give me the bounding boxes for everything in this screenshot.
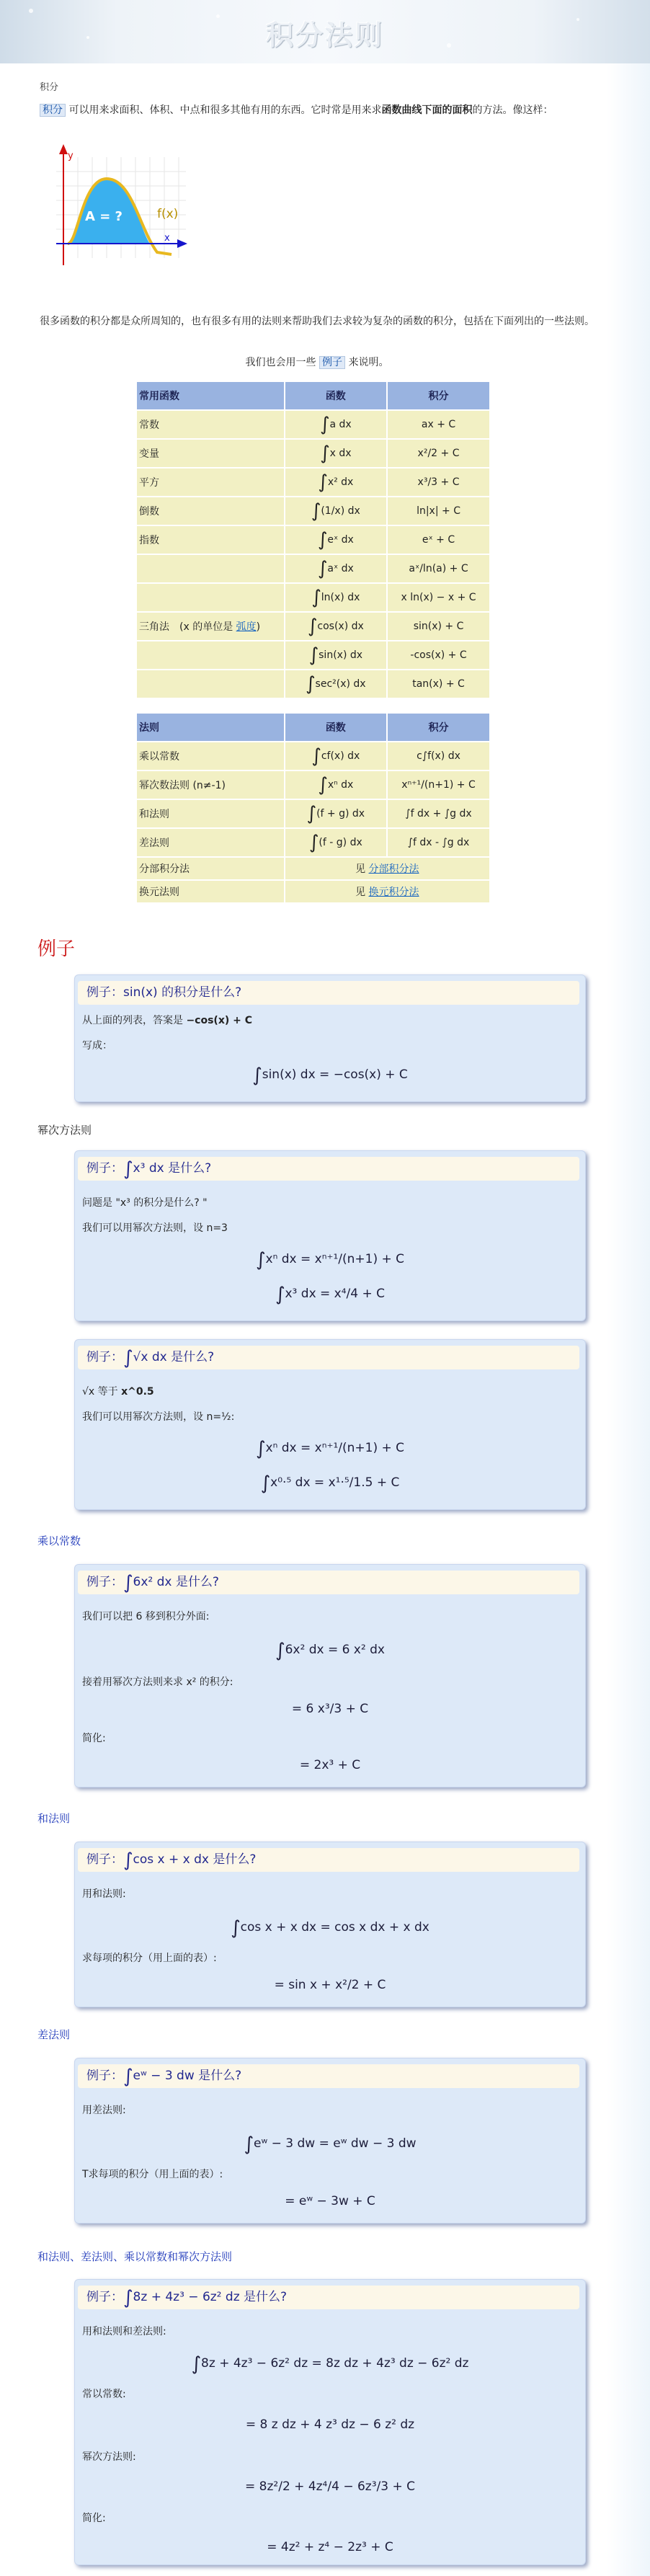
text-ex1-l1_pre: 从上面的列表，答案是 [82,1015,183,1026]
example-card: 例子：∫6x² dx 是什么? 我们可以把 6 移到积分外面: ∫6x² dx = 6 x² dx 接着用幂次方法则来求 x² 的积分: = 6 x³/3 + C 简化: = 2x³ + C [74,1564,586,1787]
text-ex1-l2: 写成： [82,1040,112,1052]
text-ex2-l2: 我们可以用幂次方法则，设 n=3 [82,1222,228,1234]
text-table2-subst-name: 换元法则 [136,880,285,903]
table-row: 差法则 ∫(f - g) dx ∫f dx - ∫g dx [136,828,490,857]
example-card: 例子：∫√x dx 是什么? √x 等于 x^0.5 我们可以用幂次方法则，设 n=½: ∫xⁿ dx = xⁿ⁺¹/(n+1) + C ∫x⁰·⁵ dx = x¹·⁵/1.5 + C [74,1339,586,1510]
text-ex4-eq1: 6x² dx = 6 x² dx [285,1643,385,1657]
text-table1-rows-2-1: x² dx [327,476,354,488]
text-table1-rows-5-2: aˣ/ln(a) + C [387,554,490,583]
text-ex4-eq3: = 2x³ + C [299,1758,361,1772]
text-ex6-title_post: eʷ − 3 dw 是什么? [133,2069,242,2083]
para-examples [40,355,595,370]
keyword-link[interactable]: 积分 [40,104,66,117]
text-table1-rows-0-2: ax + C [387,410,490,439]
text-ex7-eq2: = 8 z dz + 4 z³ dz − 6 z² dz [245,2417,415,2432]
text-ex5-eq2: = sin x + x²/2 + C [274,1978,386,1992]
text-ex5-l2: 求每项的积分（用上面的表）: [82,1953,217,1964]
section-constant: 乘以常数 [37,1535,81,1547]
text-table1-rows-4-1: eˣ dx [327,534,354,546]
area-under-curve-graph [49,143,193,276]
text-table2-rows-0-1: cf(x) dx [321,750,360,762]
text-table2-parts-name: 分部积分法 [136,857,285,880]
text-table2-rows-3-0: 差法则 [136,828,285,857]
text-ex6-eq1: eʷ − 3 dw = eʷ dw − 3 dw [254,2136,417,2151]
text-table1-rows-5-1: aˣ dx [327,563,354,574]
text-table1-rows-9-2: tan(x) + C [387,670,490,698]
text-ex6-title_pre: 例子： [86,2069,123,2083]
page-title: 积分法则 [265,19,384,51]
text-ex5-eq1: cos x + x dx = cos x dx + x dx [240,1920,429,1935]
y-label: y [68,151,74,161]
text-ex4-l2: 接着用幂次方法则来求 x² 的积分: [82,1676,233,1688]
text-table1-headers-0: 常用函数 [136,381,285,410]
text-ex7-l3: 幂次方法则: [82,2451,136,2463]
text-ex7-eq3: = 8z²/2 + 4z⁴/4 − 6z³/3 + C [245,2479,415,2494]
text-table1-headers-1: 函数 [285,381,387,410]
text-ex6-eq2: = eʷ − 3w + C [285,2194,375,2208]
text-table1-rows-2-2: x³/3 + C [387,468,490,497]
text-ex3-l1_bold: x^0.5 [121,1386,154,1398]
text-para3-post: 来说明。 [348,357,389,368]
text-table1-rows-3-2: ln|x| + C [387,497,490,525]
text-ex2-l1: 问题是 "x³ 的积分是什么? " [82,1197,208,1209]
text-ex5-title_post: cos x + x dx 是什么? [133,1852,257,1867]
example-card: 例子：sin(x) 的积分是什么? 从上面的列表，答案是 −cos(x) + C 写成： ∫sin(x) dx = −cos(x) + C [74,974,586,1102]
example-title: 例子：sin(x) 的积分是什么? [78,981,579,1005]
table-row: 变量 ∫x dx x²/2 + C [136,439,490,468]
text-table1-rows-7-1: cos(x) dx [317,621,364,632]
text-table2-rows-3-2: ∫f dx - ∫g dx [387,828,490,857]
text-intro-bold: 函数曲线下面的面积 [381,105,473,116]
right-decoration [607,63,650,2576]
text-ex5-title_pre: 例子： [86,1852,123,1867]
text-para3-pre: 我们也会用一些 [245,357,316,368]
text-ex4-l3: 简化: [82,1733,106,1744]
table-row: 指数 ∫eˣ dx eˣ + C [136,525,490,554]
text-intro-text1: 可以用来求面积、体积、中点和很多其他有用的东西。它时常是用来求 [68,105,382,116]
text-ex4-eq2: = 6 x³/3 + C [291,1702,369,1716]
text-ex7-eq1: 8z + 4z³ − 6z² dz = 8z dz + 4z³ dz − 6z² dz [201,2356,469,2371]
example-card: 例子：∫8z + 4z³ − 6z² dz 是什么? 用和法则和差法则: ∫8z + 4z³ − 6z² dz = 8z dz + 4z³ dz − 6z² dz 常以常数: = 8 z dz + 4 z³ dz − 6 z² dz 幂次方法则: = 8z²/2 + 4z⁴/4 − 6z³/3 + C 简化: = 4z² + z⁴ − 2z³ + C [74,2279,586,2565]
text-table1-rows-4-2: eˣ + C [387,525,490,554]
radian-link[interactable]: 弧度 [236,621,257,633]
intro-paragraph [40,103,595,118]
example-card: 例子：∫eʷ − 3 dw 是什么? 用差法则: ∫eʷ − 3 dw = eʷ dw − 3 dw T求每项的积分（用上面的表）: = eʷ − 3w + C [74,2058,586,2224]
text-table1-rows-1-0: 变量 [136,439,285,468]
text-table1-rows-4-0: 指数 [136,525,285,554]
text-ex3-l2: 我们可以用幂次方法则，设 n=½: [82,1411,235,1423]
page-header [0,0,650,63]
text-table2-rows-2-2: ∫f dx + ∫g dx [387,799,490,828]
text-table2-subst-pre: 见 [355,887,366,898]
example-card: 例子：∫x³ dx 是什么? 问题是 "x³ 的积分是什么? " 我们可以用幂次方法则，设 n=3 ∫xⁿ dx = xⁿ⁺¹/(n+1) + C ∫x³ dx = x⁴/4 + C [74,1150,586,1321]
para-rules: 很多函数的积分都是众所周知的，也有很多有用的法则来帮助我们去求较为复杂的函数的积分，包括在下面列出的一些法则。 [40,316,595,327]
text-ex1-eq: sin(x) dx = −cos(x) + C [262,1067,408,1082]
x-label: x [164,233,170,244]
text-table1-rows-0-1: a dx [329,419,352,430]
text-ex7-eq4: = 4z² + z⁴ − 2z³ + C [267,2540,393,2554]
text-ex6-l1: 用差法则: [82,2105,126,2116]
text-table2-headers-1: 函数 [285,713,387,742]
text-table1-rows-6-2: x ln(x) − x + C [387,583,490,612]
table-row: 常数 ∫a dx ax + C [136,410,490,439]
text-table1-rows-3-1: (1/x) dx [321,505,360,517]
text-ex5-l1: 用和法则: [82,1888,126,1900]
text-ex7-l2: 常以常数: [82,2389,126,2400]
table-row: 三角法 (x 的单位是 弧度) ∫cos(x) dx sin(x) + C [136,612,490,641]
integrals-table [135,381,491,904]
text-table2-parts-pre: 见 [355,863,366,875]
subst-link[interactable]: 换元积分法 [368,887,419,898]
text-table1-rows-1-1: x dx [329,448,352,459]
table-row [136,857,490,880]
text-ex2-eq2: x³ dx = x⁴/4 + C [285,1287,386,1301]
text-table2-rows-2-0: 和法则 [136,799,285,828]
f-label: f(x) [157,207,179,221]
text-ex7-title_post: 8z + 4z³ − 6z² dz 是什么? [133,2290,288,2304]
text-table1-rows-0-0: 常数 [136,410,285,439]
text-table2-rows-1-2: xⁿ⁺¹/(n+1) + C [387,770,490,799]
text-table2-rows-0-0: 乘以常数 [136,742,285,770]
text-table2-headers-2: 积分 [387,713,490,742]
text-ex2-title_pre: 例子： [86,1161,123,1176]
section-diff: 差法则 [37,2028,71,2041]
table-row: 和法则 ∫(f + g) dx ∫f dx + ∫g dx [136,799,490,828]
text-ex3-title_post: √x dx 是什么? [133,1350,215,1364]
text-ex7-title_pre: 例子： [86,2290,123,2304]
text-ex7-l1: 用和法则和差法则: [82,2326,166,2337]
table-row: ∫aˣ dx aˣ/ln(a) + C [136,554,490,583]
table-row: 倒数 ∫(1/x) dx ln|x| + C [136,497,490,525]
text-table1-rows-8-2: -cos(x) + C [387,641,490,670]
text-table2-headers-0: 法则 [136,713,285,742]
text-ex6-l2: T求每项的积分（用上面的表）: [82,2169,223,2180]
section-sum: 和法则 [37,1812,71,1825]
text-ex2-title_post: x³ dx 是什么? [133,1161,212,1176]
table-row: 乘以常数 ∫cf(x) dx c∫f(x) dx [136,742,490,770]
parts-link[interactable]: 分部积分法 [368,863,419,875]
table-row: 幂次数法则 (n≠-1) ∫xⁿ dx xⁿ⁺¹/(n+1) + C [136,770,490,799]
text-table2-rows-1-0: 幂次数法则 (n≠-1) [136,770,285,799]
text-ex2-eq1: xⁿ dx = xⁿ⁺¹/(n+1) + C [265,1252,405,1266]
area-label: A = ? [85,209,123,224]
table-row [136,880,490,903]
text-table1-rows-1-2: x²/2 + C [387,439,490,468]
examples-heading: 例子 [37,938,76,960]
table-row: ∫ln(x) dx x ln(x) − x + C [136,583,490,612]
table-row: 平方 ∫x² dx x³/3 + C [136,468,490,497]
breadcrumb: 积分 [40,82,59,93]
text-table2-rows-2-1: (f + g) dx [316,808,365,820]
text-table1-rows-6-1: ln(x) dx [321,592,360,603]
text-ex3-eq2: x⁰·⁵ dx = x¹·⁵/1.5 + C [270,1475,400,1490]
text-table2-rows-0-2: c∫f(x) dx [387,742,490,770]
section-power: 幂次方法则 [37,1124,92,1137]
section-combined: 和法则、差法则、乘以常数和幂次方法则 [37,2250,233,2263]
text-ex3-title_pre: 例子： [86,1350,123,1364]
text-table1-rows-9-1: sec²(x) dx [315,678,366,690]
table-row: ∫sec²(x) dx tan(x) + C [136,670,490,698]
text-table1-rows-3-0: 倒数 [136,497,285,525]
text-ex3-eq1: xⁿ dx = xⁿ⁺¹/(n+1) + C [265,1441,405,1455]
text-table1-rows-2-0: 平方 [136,468,285,497]
text-table1-headers-2: 积分 [387,381,490,410]
text-table2-rows-1-1: xⁿ dx [327,779,354,791]
example-card: 例子：∫cos x + x dx 是什么? 用和法则: ∫cos x + x dx = cos x dx + x dx 求每项的积分（用上面的表）: = sin x + x²/2 + C [74,1842,586,2007]
text-intro-text2: 的方法。像这样： [472,105,553,116]
text-ex3-l1_pre: √x 等于 [82,1386,118,1398]
text-ex4-title_pre: 例子： [86,1575,123,1589]
text-ex4-l1: 我们可以把 6 移到积分外面: [82,1611,210,1622]
text-table1-rows-7-2: sin(x) + C [387,612,490,641]
text-ex7-l4: 简化: [82,2513,106,2524]
text-table1-rows-8-1: sin(x) dx [319,649,363,661]
text-ex4-title_post: 6x² dx 是什么? [133,1575,219,1589]
table-row: ∫sin(x) dx -cos(x) + C [136,641,490,670]
examples-link[interactable]: 例子 [319,356,345,369]
text-ex1-l1_bold: −cos(x) + C [186,1015,253,1026]
text-table2-rows-3-1: (f - g) dx [319,837,362,848]
